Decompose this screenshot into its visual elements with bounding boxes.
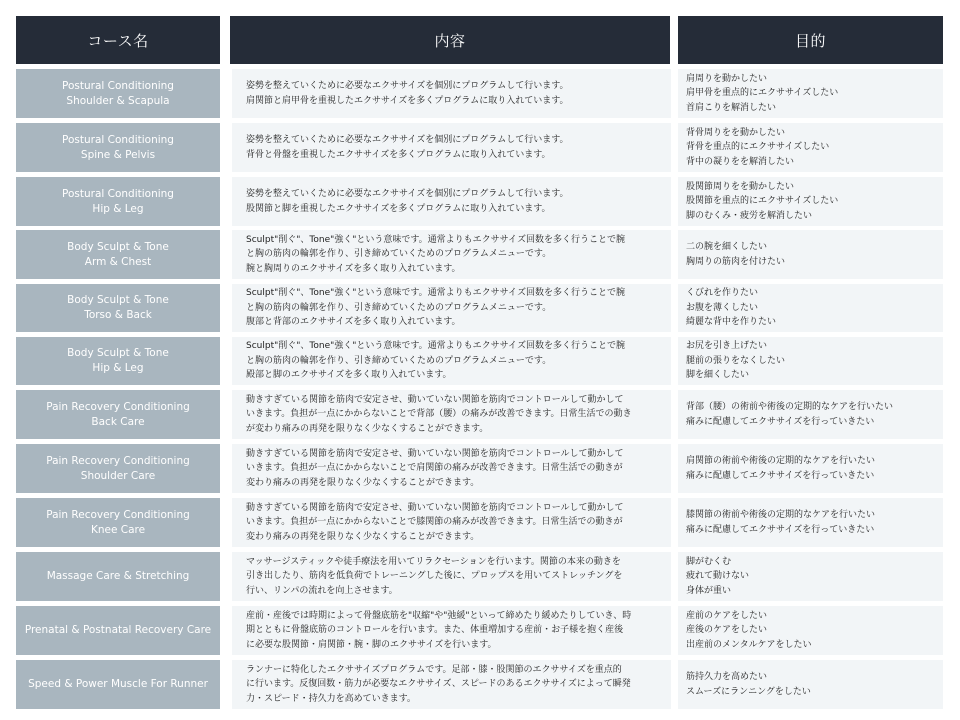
purpose-cell [678, 284, 943, 332]
purpose-text-line: 筋持久力を高めたい [686, 672, 768, 682]
purpose-text-line: 疲れて動けない [686, 571, 750, 582]
content-cell [232, 390, 671, 439]
content-text-line: 殿部と脚のエクササイズを多く取り入れています。 [246, 370, 452, 381]
purpose-text-line: 肩甲骨を重点的にエクササイズしたい [686, 88, 839, 99]
course-text-line: Hip & Leg [92, 202, 144, 215]
purpose-text-line: 身体が重い [686, 585, 732, 596]
purpose-text-line: 肩関節の術前や術後の定期的なケアを行いたい [686, 456, 876, 466]
content-text-line: に必要な股関節・肩関節・腕・脚のエクササイズを行います。 [246, 639, 497, 650]
course-text-line: Massage Care & Stretching [46, 570, 190, 582]
purpose-text-line: 背骨を重点的にエクササイズしたい [686, 142, 830, 153]
content-text-line: ランナーに特化したエクササイズプログラムです。足部・膝・股関節のエクササイズを重点的 [246, 664, 622, 675]
purpose-cell [678, 230, 943, 279]
purpose-text-line: スムーズにランニングをしたい [686, 686, 811, 697]
purpose-text-line: お尻を引き上げたい [686, 341, 768, 352]
course-text-line: Pain Recovery Conditioning [46, 508, 190, 521]
content-text-line: と胸の筋肉の輪郭を作り、引き締めていくためのプログラムメニューです。 [246, 249, 552, 260]
purpose-text-line: 腿前の張りをなくしたい [686, 355, 786, 366]
content-text-line: 腕と胸周りのエクササイズを多く取り入れています。 [246, 263, 461, 274]
course-text-line: Postural Conditioning [62, 133, 174, 146]
content-cell [232, 230, 671, 279]
course-text-line: Torso & Back [84, 309, 152, 321]
purpose-text-line: 脚を細くしたい [686, 370, 750, 381]
purpose-text-line: 膝関節の術前や術後の定期的なケアを行いたい [686, 510, 876, 520]
content-text-line: と胸の筋肉の輪郭を作り、引き締めていくためのプログラムメニューです。 [246, 302, 552, 313]
purpose-text-line: 背骨周りをを動かしたい [686, 127, 786, 138]
content-cell [232, 337, 671, 385]
content-text-line: いきます。負担が一点にかからないことで背部（腰）の痛みが改善できます。日常生活での動き [246, 409, 632, 420]
purpose-text-line: 痛みに配慮してエクササイズを行っていきたい [686, 524, 875, 535]
purpose-cell [678, 552, 943, 601]
content-cell [232, 284, 671, 332]
content-text-line: 肩関節と肩甲骨を重視したエクササイズを多くプログラムに取り入れています。 [246, 95, 569, 106]
purpose-text-line: 首肩こりを解消したい [686, 102, 777, 113]
course-cell [16, 337, 220, 385]
content-cell [232, 444, 671, 493]
content-text-line: いきます。負担が一点にかからないことで肩関節の痛みが改善できます。日常生活での動きが [246, 463, 623, 474]
purpose-text-line: 綺麗な背中を作りたい [686, 317, 777, 328]
content-header: 内容 [230, 16, 670, 64]
purpose-cell [678, 337, 943, 385]
purpose-cell [678, 444, 943, 493]
content-cell [232, 123, 671, 172]
content-cell [232, 177, 671, 226]
content-cell [232, 69, 671, 118]
content-cell [232, 660, 671, 709]
purpose-text-line: 肩周りを動かしたい [686, 73, 768, 84]
purpose-text-line: くびれを作りたい [686, 288, 759, 299]
course-text-line: Postural Conditioning [62, 79, 174, 92]
course-cell [16, 177, 220, 226]
course-cell [16, 552, 220, 601]
content-text-line: マッサージスティックや徒手療法を用いてリラクセーションを行います。関節の本来の動きを [246, 556, 621, 567]
content-text-line: 姿勢を整えていくために必要なエクササイズを個別にプログラムして行います。 [246, 81, 569, 91]
content-text-line: 動きすぎている関節を筋肉で安定させ、動いていない関節を筋肉でコントロールして動かして [246, 394, 624, 405]
content-text-line: 変わり痛みの再発を限りなく少なくすることができます。 [246, 531, 480, 542]
course-text-line: Prenatal & Postnatal Recovery Care [24, 624, 212, 636]
course-cell [16, 498, 220, 547]
course-cell [16, 660, 220, 709]
purpose-text-line: 股関節周りをを動かしたい [686, 181, 795, 192]
content-text-line: 引き出したり、筋肉を低負荷でトレーニングした後に、プロップスを用いてストレッチングを [246, 571, 623, 582]
purpose-text-line: 二の腕を細くしたい [686, 242, 768, 252]
course-text-line: Body Sculpt & Tone [67, 347, 169, 359]
course-cell [16, 606, 220, 655]
course-cell [16, 444, 220, 493]
content-text-line: いきます。負担が一点にかからないことで膝関節の痛みが改善できます。日常生活での動きが [246, 517, 623, 528]
purpose-text-line: 背中の凝りをを解消したい [686, 156, 795, 167]
course-text-line: Pain Recovery Conditioning [46, 400, 190, 413]
purpose-cell [678, 177, 943, 226]
content-text-line: 動きすぎている関節を筋肉で安定させ、動いていない関節を筋肉でコントロールして動かして [246, 448, 624, 459]
purpose-cell [678, 660, 943, 709]
content-text-line: 力・スピード・持久力を高めていきます。 [246, 693, 416, 704]
course-text-line: Body Sculpt & Tone [67, 240, 169, 253]
course-cell [16, 123, 220, 172]
purpose-text-line: 産前のケアをしたい [686, 610, 768, 621]
purpose-header: 目的 [678, 16, 943, 64]
content-text-line: Sculpt"削ぐ"、Tone"強く"という意味です。通常よりもエクササイズ回数を多く行うことで腕 [246, 341, 625, 352]
course-text-line: Postural Conditioning [62, 187, 174, 200]
purpose-text-line: 痛みに配慮してエクササイズを行っていきたい [686, 416, 875, 427]
purpose-text-line: 脚のむくみ・疲労を解消したい [686, 210, 813, 221]
course-cell [16, 230, 220, 279]
content-text-line: 動きすぎている関節を筋肉で安定させ、動いていない関節を筋肉でコントロールして動かして [246, 502, 624, 513]
purpose-text-line: 産後のケアをしたい [686, 625, 768, 636]
course-text-line: Back Care [91, 415, 145, 428]
course-text-line: Hip & Leg [92, 362, 144, 374]
content-text-line: Sculpt"削ぐ"、Tone"強く"という意味です。通常よりもエクササイズ回数を多く行うことで腕 [246, 288, 625, 299]
course-text-line: Shoulder Care [80, 469, 156, 482]
purpose-text-line: 出産前のメンタルケアをしたい [686, 639, 812, 650]
purpose-text-line: お腹を薄くしたい [686, 302, 759, 313]
purpose-cell [678, 69, 943, 118]
purpose-cell [678, 123, 943, 172]
purpose-cell [678, 606, 943, 655]
content-text-line: 期とともに骨盤底筋のコントロールを行います。また、体重増加する産前・お子様を抱く産後 [246, 625, 624, 636]
purpose-text-line: 脚がむくむ [686, 556, 732, 567]
course-text-line: Body Sculpt & Tone [67, 294, 169, 306]
course-cell [16, 69, 220, 118]
purpose-text-line: 胸周りの筋肉を付けたい [686, 256, 786, 267]
course-name-header: コース名 [16, 16, 220, 64]
course-text-line: Spine & Pelvis [80, 148, 156, 161]
purpose-cell [678, 498, 943, 547]
content-cell [232, 552, 671, 601]
content-text-line: 変わり痛みの再発を限りなく少なくすることができます。 [246, 477, 480, 488]
content-text-line: が変わり痛みの再発を限りなく少なくすることができます。 [246, 423, 489, 434]
course-cell [16, 390, 220, 439]
content-cell [232, 498, 671, 547]
purpose-text-line: 痛みに配慮してエクササイズを行っていきたい [686, 470, 875, 481]
content-text-line: 姿勢を整えていくために必要なエクササイズを個別にプログラムして行います。 [246, 135, 569, 145]
course-text-line: Shoulder & Scapula [66, 94, 170, 107]
purpose-text-line: 股関節を重点的にエクササイズしたい [686, 196, 839, 207]
course-cell [16, 284, 220, 332]
purpose-cell [678, 390, 943, 439]
course-text-line: Pain Recovery Conditioning [46, 454, 190, 467]
content-cell [232, 606, 671, 655]
course-text-line: Speed & Power Muscle For Runner [28, 678, 208, 690]
content-text-line: に行います。反復回数・筋力が必要なエクササイズ、スピードのあるエクササイズによって瞬発 [246, 679, 631, 690]
content-text-line: 股関節と脚を重視したエクササイズを多くプログラムに取り入れています。 [246, 203, 551, 214]
content-text-line: と胸の筋肉の輪郭を作り、引き締めていくためのプログラムメニューです。 [246, 355, 552, 366]
purpose-text-line: 背部（腰）の術前や術後の定期的なケアを行いたい [686, 402, 894, 412]
content-text-line: 腹部と背部のエクササイズを多く取り入れています。 [246, 317, 461, 328]
content-text-line: Sculpt"削ぐ"、Tone"強く"という意味です。通常よりもエクササイズ回数を多く行うことで腕 [246, 234, 625, 245]
content-text-line: 背骨と骨盤を重視したエクササイズを多くプログラムに取り入れています。 [246, 149, 551, 160]
content-text-line: 産前・産後では時期によって骨盤底筋を"収縮"や"弛緩"といって締めたり緩めたりしていき、時 [246, 610, 632, 621]
content-text-line: 姿勢を整えていくために必要なエクササイズを個別にプログラムして行います。 [246, 189, 569, 199]
course-text-line: Knee Care [90, 523, 146, 536]
course-text-line: Arm & Chest [84, 255, 152, 268]
content-text-line: 行い、リンパの流れを向上させます。 [246, 585, 398, 596]
